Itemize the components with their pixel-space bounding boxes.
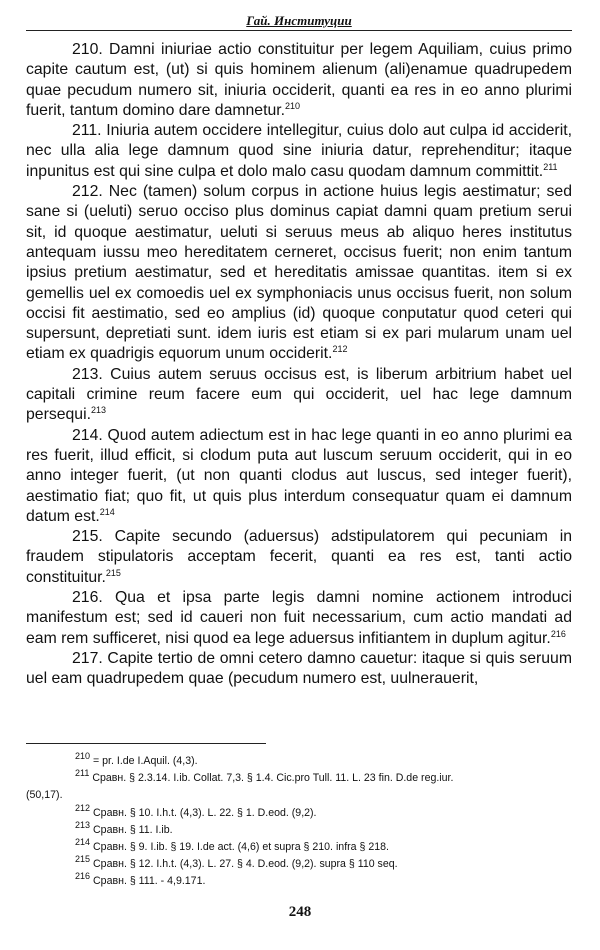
footnote-211-continuation: (50,17).: [26, 789, 63, 802]
footnote-ref: 216: [550, 628, 566, 639]
footnote-211: $^{211}$ Сравн. § 2.3.14. I.ib. Collat. 7,3. § 1.4. Cic.pro Tull. 11. L. 23 fin. D.de reg.iur.: [75, 768, 454, 785]
footnote-ref: 214: [99, 506, 115, 517]
footnote-215: $^{215}$ Сравн. § 12. I.h.t. (4,3). L. 27. § 4. D.eod. (9,2). supra § 110 seq.: [75, 854, 398, 871]
paragraph-213: 213. Cuius autem seruus occisus est, is liberum arbitrium habet uel capitali crimine reum facere eum qui occiderit, uel hac lege damnum persequi.$^{213}$: [26, 365, 572, 424]
footnote-ref: 215: [105, 567, 121, 578]
header-title: Гай. Институции: [246, 13, 352, 28]
paragraph-211: 211. Iniuria autem occidere intellegitur, cuius dolo aut culpa id acciderit, nec ulla alia lege damnum quod sine iniuria datur, reprehenditur; itaque inpunitus est qui sine culpa et dolo malo casu quodam damnum committit.$^{211}$: [26, 122, 572, 180]
paragraph-217: 217. Capite tertio de omni cetero damno cauetur: itaque si quis seruum uel eam quadrupedem quae (pecudum numero est, uulnerauerit,: [26, 649, 572, 688]
paragraph-210: 210. Damni iniuriae actio constituitur per legem Aquiliam, cuius primo capite cautum est, (ut) si quis hominem alienum (ali)enamue quadrupedem quae pecudum numero sit, iniuria occiderit, quanti ea res in eo anno plurimi fuerit, tantum domino dare damnetur.$^{210}$: [26, 41, 572, 119]
footnote-ref: 213: [91, 405, 107, 416]
page-number: 248: [288, 904, 312, 920]
footnote-212: $^{212}$ Сравн. § 10. I.h.t. (4,3). L. 22. § 1. D.eod. (9,2).: [75, 802, 317, 819]
footnote-divider: [26, 743, 266, 744]
paragraph-215: 215. Capite secundo (aduersus) adstipulatorem qui pecuniam in fraudem stipulatoris acceptam fecerit, quanti ea res est, tanti actio constituitur.$^{215}$: [26, 528, 572, 586]
running-header: [26, 10, 572, 31]
footnote-ref: 211: [543, 161, 558, 172]
footnote-214: $^{214}$ Сравн. § 9. I.ib. § 19. I.de act. (4,6) et supra § 210. infra § 218.: [75, 837, 389, 854]
footnote-ref: 212: [332, 344, 348, 355]
footnote-210: $^{210}$ = pr. I.de I.Aquil. (4,3).: [75, 751, 198, 767]
paragraph-216: 216. Qua et ipsa parte legis damni nomine actionem introduci manifestum est; sed id caueri non fuit necessarium, cum actio mandati ad eam rem sufficeret, nisi quod ea lege aduersus infitiantem in duplum agitur.$^{216}$: [26, 589, 572, 647]
footnote-ref: 210: [285, 100, 301, 111]
footnote-216: $^{216}$ Сравн. § 111. - 4,9.171.: [75, 871, 206, 888]
paragraph-212: 212. Nec (tamen) solum corpus in actione huius legis aestimatur; sed sane si (ueluti) seruo occiso plus dominus capiat damni quam pretium serui sit, id quoque aestimatur, ueluti si seruus meus ab aliquo heres institutus antequam iussu meo hereditatem cerneret, occisus fuerit; non enim tantum ipsius pretium aestimatur, sed et hereditatis amissae quantitas. item si ex gemellis uel ex comoedis uel ex symphoniacis unus occisus fuerit, non solum occisi fit aestimatio, sed eo amplius (id) quoque conputatur quod ceteri qui supersunt, depretiati sunt. idem iuris est etiam si ex pari mularum unam uel etiam ex quadrigis equorum unum occiderit.$^{212}$: [26, 183, 572, 363]
paragraph-214: 214. Quod autem adiectum est in hac lege quanti in eo anno plurimi ea res fuerit, illud efficit, si clodum puta aut luscum seruum occiderit, qui in eo anno integer fuerit, (ut non quanti clodus aut luscus, sed integer fuerit), aestimatio fiat; quo fit, ut quis plus interdum consequatur quam ei damnum datum est.$^{214}$: [26, 426, 572, 525]
footnotes: [26, 753, 572, 891]
footnote-213: $^{213}$ Сравн. § 11. I.ib.: [75, 819, 173, 836]
main-text: [26, 40, 572, 690]
